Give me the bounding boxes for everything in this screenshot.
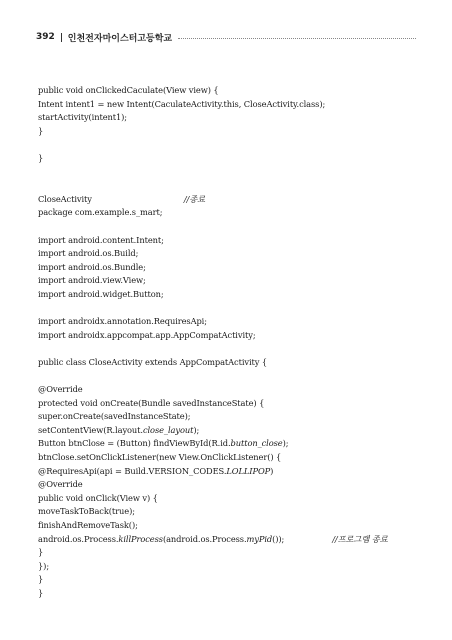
page-header [36, 30, 416, 44]
code-line: btnClose.setOnClickListener(new View.OnClickListener() { [38, 452, 282, 463]
blank-line [38, 138, 438, 152]
code-comment: //종료 [183, 193, 206, 204]
page-number: 392 [36, 32, 55, 42]
code-line: public void onClickedCaculate(View view) { [38, 85, 219, 95]
code-line: @Override [38, 479, 83, 490]
code-line [38, 193, 438, 207]
code-line: } [38, 152, 44, 163]
code-line: import androidx.appcompat.app.AppCompatActivity; [38, 329, 256, 340]
code-line: public class CloseActivity extends AppCompatActivity { [38, 356, 268, 367]
blank-line [38, 179, 438, 193]
code-line: package com.example.s_mart; [38, 207, 163, 218]
code-line: protected void onCreate(Bundle savedInstanceState) { [38, 397, 265, 408]
code-line: } [38, 547, 44, 558]
code-line: public void onClick(View v) { [38, 492, 158, 503]
class-title: CloseActivity [38, 193, 92, 204]
italic-identifier: killProcess [118, 533, 163, 544]
italic-identifier: myPid [246, 533, 273, 544]
blank-line [38, 166, 438, 180]
header-divider [61, 33, 62, 42]
dotted-leader [178, 38, 416, 39]
blank-line [38, 302, 438, 316]
code-comment: //프로그램 종료 [332, 533, 388, 544]
blank-line [38, 342, 438, 356]
code-listing [38, 84, 438, 601]
school-name: 인천전자마이스터고등학교 [67, 33, 173, 44]
code-line: super.onCreate(savedInstanceState); [38, 411, 191, 422]
code-line: import android.view.View; [38, 275, 146, 286]
code-line: Intent intent1 = new Intent(CaculateActivity.this, CloseActivity.class); [38, 98, 326, 109]
code-line: finishAndRemoveTask(); [38, 520, 138, 530]
code-line: moveTaskToBack(true); [38, 506, 135, 517]
code-line: setContentView(R.layout.close_layout); [38, 424, 200, 435]
italic-identifier: close_layout [142, 424, 194, 435]
code-line: } [38, 587, 44, 598]
code-line: @RequiresApi(api = Build.VERSION_CODES.LOLLIPOP) [38, 465, 274, 476]
code-line: import androidx.annotation.RequiresApi; [38, 316, 207, 327]
code-line: @Override [38, 384, 83, 395]
code-line: startActivity(intent1); [38, 112, 127, 123]
code-line: Button btnClose = (Button) findViewById(R.id.button_close); [38, 438, 289, 449]
blank-line [38, 369, 438, 383]
code-line: }); [38, 560, 50, 571]
code-line: import android.content.Intent; [38, 234, 164, 245]
code-line: import android.widget.Button; [38, 288, 164, 299]
code-line: import android.os.Bundle; [38, 261, 146, 272]
italic-identifier: LOLLIPOP [226, 465, 271, 476]
code-line: } [38, 574, 44, 585]
italic-identifier: button_close [230, 438, 283, 449]
code-line: import android.os.Build; [38, 248, 139, 259]
code-line: android.os.Process.killProcess(android.os.Process.myPid()); //프로그램 종료 [38, 533, 438, 547]
code-line: } [38, 125, 44, 136]
blank-line [38, 220, 438, 234]
